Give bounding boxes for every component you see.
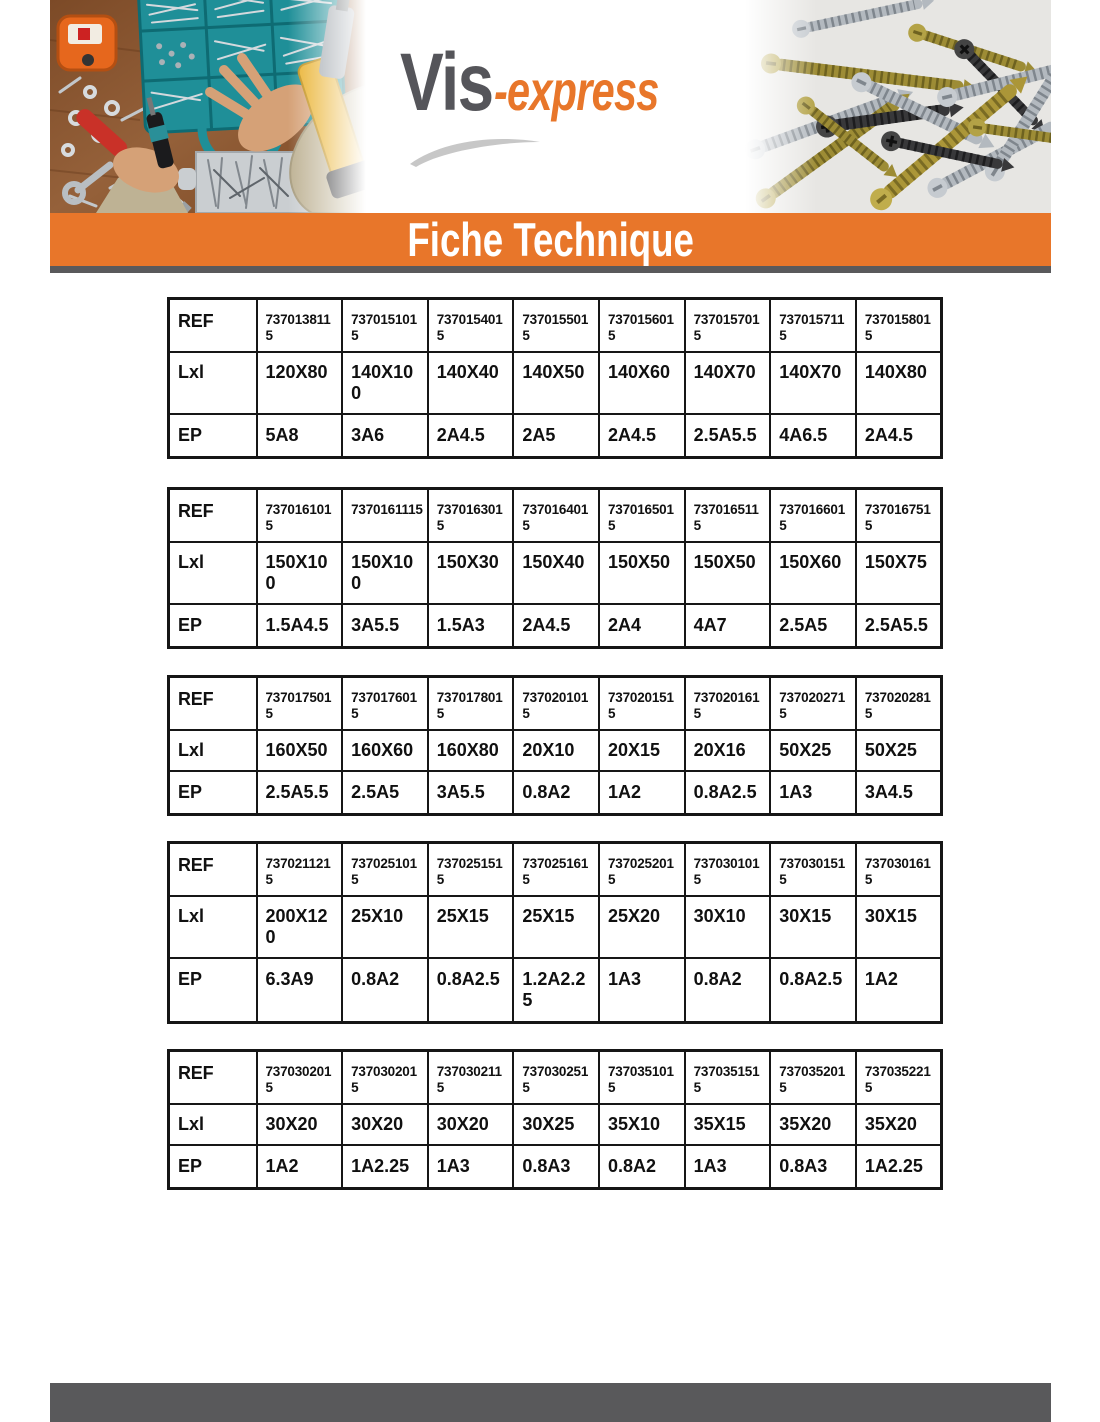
ep-cell: 1A3 bbox=[428, 1145, 514, 1188]
row-label-ref: REF bbox=[169, 489, 257, 543]
ref-cell: 7370351515 bbox=[685, 1051, 771, 1105]
ep-cell: 2.5A5.5 bbox=[257, 771, 343, 814]
table-row-ep bbox=[169, 1145, 942, 1188]
banner-divider bbox=[50, 266, 1051, 273]
ep-cell: 1A3 bbox=[599, 958, 685, 1022]
dim-cell: 150X100 bbox=[342, 542, 428, 604]
dim-cell: 160X60 bbox=[342, 730, 428, 771]
ep-cell: 0.8A3 bbox=[513, 1145, 599, 1188]
logo-swoosh bbox=[406, 132, 546, 168]
ref-cell: 7370151015 bbox=[342, 299, 428, 353]
ref-cell: 7370352215 bbox=[856, 1051, 942, 1105]
ref-cell: 7370201515 bbox=[599, 677, 685, 731]
ep-cell: 1A2.25 bbox=[342, 1145, 428, 1188]
dim-cell: 35X20 bbox=[770, 1104, 856, 1145]
row-label-dim: Lxl bbox=[169, 542, 257, 604]
spec-table-2 bbox=[167, 487, 943, 649]
ref-cell: 7370165015 bbox=[599, 489, 685, 543]
dim-cell: 150X60 bbox=[770, 542, 856, 604]
ep-cell: 3A5.5 bbox=[428, 771, 514, 814]
row-label-dim: Lxl bbox=[169, 1104, 257, 1145]
row-label-dim: Lxl bbox=[169, 896, 257, 958]
ep-cell: 0.8A2 bbox=[599, 1145, 685, 1188]
table-row-ep bbox=[169, 604, 942, 647]
ep-cell: 0.8A2.5 bbox=[685, 771, 771, 814]
row-label-ep: EP bbox=[169, 1145, 257, 1188]
dim-cell: 150X100 bbox=[257, 542, 343, 604]
ref-cell: 7370176015 bbox=[342, 677, 428, 731]
ep-cell: 2A4.5 bbox=[428, 414, 514, 457]
ep-cell: 3A4.5 bbox=[856, 771, 942, 814]
table-row-ref bbox=[169, 843, 942, 897]
ep-cell: 4A7 bbox=[685, 604, 771, 647]
row-label-ep: EP bbox=[169, 958, 257, 1022]
dim-cell: 30X10 bbox=[685, 896, 771, 958]
ref-cell: 7370164015 bbox=[513, 489, 599, 543]
dim-cell: 140X70 bbox=[770, 352, 856, 414]
ref-cell: 7370301015 bbox=[685, 843, 771, 897]
table-row-ep bbox=[169, 414, 942, 457]
dim-cell: 20X15 bbox=[599, 730, 685, 771]
row-label-ref: REF bbox=[169, 1051, 257, 1105]
ep-cell: 6.3A9 bbox=[257, 958, 343, 1022]
ep-cell: 3A6 bbox=[342, 414, 428, 457]
spec-table-3 bbox=[167, 675, 943, 816]
dim-cell: 200X120 bbox=[257, 896, 343, 958]
row-label-ep: EP bbox=[169, 604, 257, 647]
ref-cell: 7370154015 bbox=[428, 299, 514, 353]
logo-text-express: -express bbox=[493, 59, 659, 122]
dim-cell: 25X15 bbox=[428, 896, 514, 958]
table-row-ref bbox=[169, 1051, 942, 1105]
dim-cell: 30X20 bbox=[428, 1104, 514, 1145]
ref-cell: 7370201015 bbox=[513, 677, 599, 731]
ep-cell: 1A3 bbox=[685, 1145, 771, 1188]
spec-table-4 bbox=[167, 841, 943, 1024]
row-label-dim: Lxl bbox=[169, 730, 257, 771]
dim-cell: 25X10 bbox=[342, 896, 428, 958]
ref-cell: 7370302515 bbox=[513, 1051, 599, 1105]
ref-cell: 7370251515 bbox=[428, 843, 514, 897]
row-label-ep: EP bbox=[169, 414, 257, 457]
workbench-photo-graphic bbox=[50, 0, 366, 213]
table-row-ref bbox=[169, 299, 942, 353]
dim-cell: 140X40 bbox=[428, 352, 514, 414]
ref-cell: 7370161015 bbox=[257, 489, 343, 543]
ep-cell: 4A6.5 bbox=[770, 414, 856, 457]
dim-cell: 50X25 bbox=[770, 730, 856, 771]
ref-cell: 7370138115 bbox=[257, 299, 343, 353]
table-row-dim bbox=[169, 730, 942, 771]
ep-cell: 2A4 bbox=[599, 604, 685, 647]
table-row-ep bbox=[169, 771, 942, 814]
dim-cell: 35X20 bbox=[856, 1104, 942, 1145]
ref-cell: 7370351015 bbox=[599, 1051, 685, 1105]
vis-express-logo bbox=[400, 37, 700, 172]
ep-cell: 1A2 bbox=[257, 1145, 343, 1188]
ep-cell: 2A5 bbox=[513, 414, 599, 457]
spec-table-1 bbox=[167, 297, 943, 459]
ref-cell: 7370167515 bbox=[856, 489, 942, 543]
ref-cell: 7370251615 bbox=[513, 843, 599, 897]
dim-cell: 140X70 bbox=[685, 352, 771, 414]
dim-cell: 20X10 bbox=[513, 730, 599, 771]
ref-cell: 7370158015 bbox=[856, 299, 942, 353]
table-row-dim bbox=[169, 1104, 942, 1145]
ref-cell: 7370155015 bbox=[513, 299, 599, 353]
dim-cell: 150X50 bbox=[685, 542, 771, 604]
dim-cell: 150X40 bbox=[513, 542, 599, 604]
row-label-dim: Lxl bbox=[169, 352, 257, 414]
row-label-ref: REF bbox=[169, 843, 257, 897]
ref-cell: 7370352015 bbox=[770, 1051, 856, 1105]
footer-bar bbox=[50, 1383, 1051, 1422]
ep-cell: 2A4.5 bbox=[599, 414, 685, 457]
ref-cell: 7370165115 bbox=[685, 489, 771, 543]
row-label-ref: REF bbox=[169, 299, 257, 353]
ep-cell: 1A2.25 bbox=[856, 1145, 942, 1188]
ep-cell: 1.5A3 bbox=[428, 604, 514, 647]
dim-cell: 140X100 bbox=[342, 352, 428, 414]
ep-cell: 5A8 bbox=[257, 414, 343, 457]
ep-cell: 1A2 bbox=[856, 958, 942, 1022]
ep-cell: 3A5.5 bbox=[342, 604, 428, 647]
dim-cell: 30X15 bbox=[770, 896, 856, 958]
ep-cell: 2.5A5.5 bbox=[856, 604, 942, 647]
dim-cell: 20X16 bbox=[685, 730, 771, 771]
ref-cell: 7370156015 bbox=[599, 299, 685, 353]
dim-cell: 50X25 bbox=[856, 730, 942, 771]
ref-cell: 7370302015 bbox=[257, 1051, 343, 1105]
ep-cell: 1.5A4.5 bbox=[257, 604, 343, 647]
dim-cell: 140X60 bbox=[599, 352, 685, 414]
ref-cell: 7370251015 bbox=[342, 843, 428, 897]
table-row-ref bbox=[169, 489, 942, 543]
ref-cell: 7370302015 bbox=[342, 1051, 428, 1105]
ref-cell: 7370157015 bbox=[685, 299, 771, 353]
ref-cell: 7370301615 bbox=[856, 843, 942, 897]
ep-cell: 1A3 bbox=[770, 771, 856, 814]
ep-cell: 0.8A3 bbox=[770, 1145, 856, 1188]
dim-cell: 35X15 bbox=[685, 1104, 771, 1145]
title-banner bbox=[50, 213, 1051, 266]
ep-cell: 2.5A5 bbox=[770, 604, 856, 647]
ep-cell: 1.2A2.25 bbox=[513, 958, 599, 1022]
ref-cell: 7370161115 bbox=[342, 489, 428, 543]
workbench-photo bbox=[50, 0, 366, 213]
dim-cell: 30X25 bbox=[513, 1104, 599, 1145]
ep-cell: 0.8A2 bbox=[342, 958, 428, 1022]
ref-cell: 7370157115 bbox=[770, 299, 856, 353]
dim-cell: 160X80 bbox=[428, 730, 514, 771]
page-title: Fiche Technique bbox=[407, 213, 694, 266]
ep-cell: 2A4.5 bbox=[856, 414, 942, 457]
dim-cell: 120X80 bbox=[257, 352, 343, 414]
ep-cell: 2A4.5 bbox=[513, 604, 599, 647]
ep-cell: 0.8A2 bbox=[513, 771, 599, 814]
ep-cell: 2.5A5.5 bbox=[685, 414, 771, 457]
logo-text-vis: Vis bbox=[400, 37, 493, 128]
dim-cell: 150X75 bbox=[856, 542, 942, 604]
ep-cell: 0.8A2.5 bbox=[770, 958, 856, 1022]
screws-photo-graphic bbox=[745, 0, 1051, 213]
ref-cell: 7370163015 bbox=[428, 489, 514, 543]
dim-cell: 30X15 bbox=[856, 896, 942, 958]
ref-cell: 7370302115 bbox=[428, 1051, 514, 1105]
table-row-dim bbox=[169, 896, 942, 958]
ref-cell: 7370252015 bbox=[599, 843, 685, 897]
ep-cell: 1A2 bbox=[599, 771, 685, 814]
dim-cell: 30X20 bbox=[342, 1104, 428, 1145]
dim-cell: 140X50 bbox=[513, 352, 599, 414]
dim-cell: 160X50 bbox=[257, 730, 343, 771]
dim-cell: 30X20 bbox=[257, 1104, 343, 1145]
dim-cell: 25X15 bbox=[513, 896, 599, 958]
table-row-ep bbox=[169, 958, 942, 1022]
dim-cell: 150X50 bbox=[599, 542, 685, 604]
ep-cell: 0.8A2.5 bbox=[428, 958, 514, 1022]
row-label-ref: REF bbox=[169, 677, 257, 731]
ep-cell: 2.5A5 bbox=[342, 771, 428, 814]
ref-cell: 7370166015 bbox=[770, 489, 856, 543]
ref-cell: 7370178015 bbox=[428, 677, 514, 731]
dim-cell: 150X30 bbox=[428, 542, 514, 604]
dim-cell: 35X10 bbox=[599, 1104, 685, 1145]
spec-table-5 bbox=[167, 1049, 943, 1190]
table-row-dim bbox=[169, 542, 942, 604]
dim-cell: 140X80 bbox=[856, 352, 942, 414]
table-row-dim bbox=[169, 352, 942, 414]
ref-cell: 7370211215 bbox=[257, 843, 343, 897]
ref-cell: 7370202715 bbox=[770, 677, 856, 731]
ref-cell: 7370175015 bbox=[257, 677, 343, 731]
ep-cell: 0.8A2 bbox=[685, 958, 771, 1022]
tape-measure bbox=[58, 16, 116, 70]
ref-cell: 7370201615 bbox=[685, 677, 771, 731]
ref-cell: 7370202815 bbox=[856, 677, 942, 731]
table-row-ref bbox=[169, 677, 942, 731]
row-label-ep: EP bbox=[169, 771, 257, 814]
ref-cell: 7370301515 bbox=[770, 843, 856, 897]
screws-photo bbox=[745, 0, 1051, 213]
dim-cell: 25X20 bbox=[599, 896, 685, 958]
